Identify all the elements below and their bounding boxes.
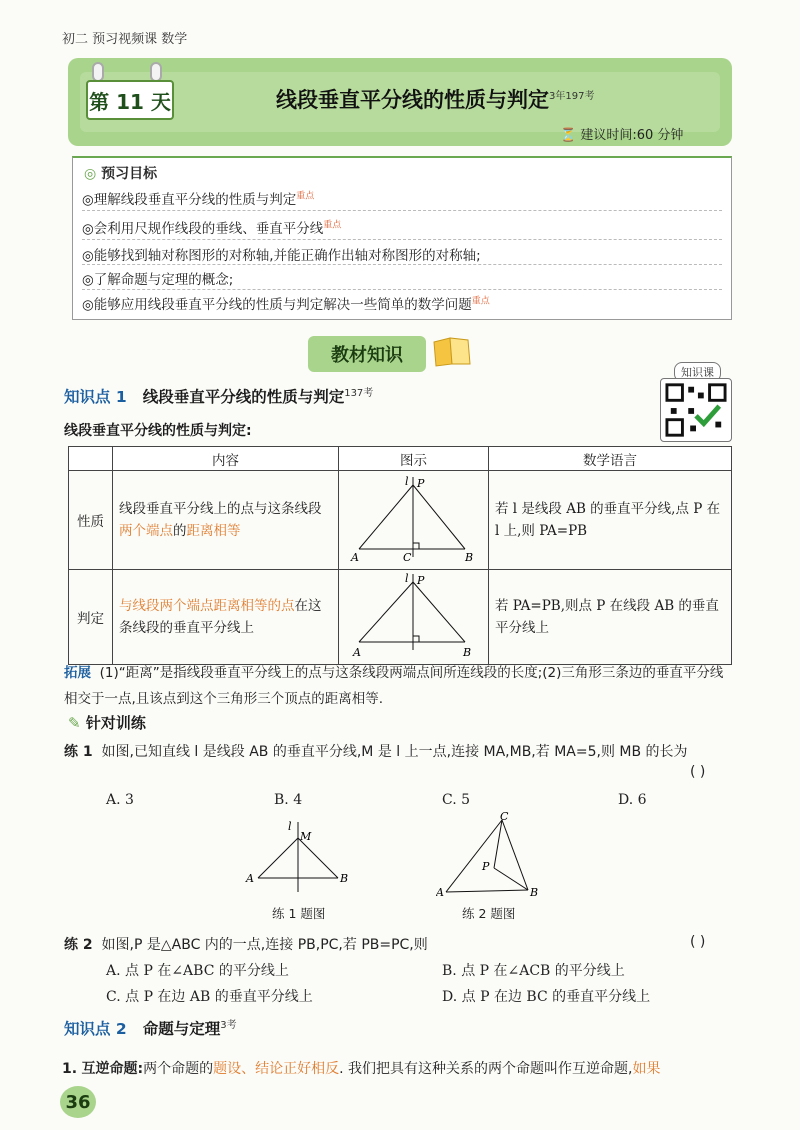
knowledge-point-1: 知识点 1 线段垂直平分线的性质与判定$^{137考}$ — [64, 388, 374, 407]
svg-text:P: P — [482, 860, 490, 873]
svg-text:l: l — [405, 475, 409, 488]
training-heading: ✎ 针对训练 — [68, 714, 146, 732]
table-header-blank — [69, 447, 113, 471]
svg-text:l: l — [288, 820, 292, 833]
knowledge-table — [68, 446, 732, 665]
math-cell: 若 l 是线段 AB 的垂直平分线,点 P 在 l 上,则 PA=PB — [489, 471, 732, 570]
svg-text:A: A — [353, 646, 361, 659]
content-cell: 线段垂直平分线上的点与这条线段两个端点的距离相等 — [113, 471, 339, 570]
table-row — [69, 570, 732, 665]
goal-item: ◎了解命题与定理的概念; — [82, 272, 234, 288]
answer-paren[interactable]: ( ) — [690, 764, 706, 780]
svg-text:A: A — [351, 551, 359, 564]
day-label: 第 11 天 — [86, 80, 174, 120]
divider — [82, 264, 722, 265]
table-row — [69, 471, 732, 570]
svg-text:C: C — [500, 812, 509, 823]
choice-a[interactable]: A. 点 P 在∠ABC 的平分线上 — [106, 963, 289, 979]
binder-ring-icon — [92, 62, 104, 82]
hourglass-icon: ⏳ — [560, 128, 577, 143]
diagram-cell — [339, 471, 489, 570]
math-cell: 若 PA=PB,则点 P 在线段 AB 的垂直平分线上 — [489, 570, 732, 665]
table-header: 内容 — [113, 447, 339, 471]
qr-code-icon[interactable] — [660, 378, 732, 442]
svg-text:l: l — [405, 572, 409, 585]
question-2: 练 2 如图,P 是△ABC 内的一点,连接 PB,PC,若 PB=PC,则 — [64, 937, 428, 953]
divider — [82, 239, 722, 240]
question-1: 练 1 如图,已知直线 l 是线段 AB 的垂直平分线,M 是 l 上一点,连接 MA,MB,若 MA=5,则 MB 的长为 — [64, 744, 688, 760]
divider — [82, 289, 722, 290]
svg-text:B: B — [530, 886, 539, 898]
suggested-time: ⏳ 建议时间:60 分钟 — [560, 128, 684, 143]
q2-figure — [436, 812, 556, 898]
goal-item: ◎能够找到轴对称图形的对称轴,并能正确作出轴对称图形的对称轴; — [82, 248, 481, 264]
choice-c[interactable]: C. 5 — [442, 792, 471, 808]
diagram-cell — [339, 570, 489, 665]
svg-text:M: M — [300, 830, 312, 843]
choice-b[interactable]: B. 点 P 在∠ACB 的平分线上 — [442, 963, 625, 979]
goal-item: ◎会利用尺规作线段的垂线、垂直平分线$^{重点}$ — [82, 220, 342, 237]
choice-b[interactable]: B. 4 — [274, 792, 303, 808]
table-header: 数学语言 — [489, 447, 732, 471]
svg-text:B: B — [465, 551, 474, 564]
item-1: 1. 互逆命题:两个命题的题设、结论正好相反. 我们把具有这种关系的两个命题叫作互逆命题,如果 — [62, 1061, 661, 1077]
page-number: 36 — [60, 1086, 96, 1118]
svg-text:B: B — [340, 872, 349, 885]
choice-d[interactable]: D. 6 — [618, 792, 647, 808]
target-icon: ◎ — [84, 166, 97, 182]
running-title: 初二 预习视频课 数学 — [62, 32, 188, 47]
goal-item: ◎能够应用线段垂直平分线的性质与判定解决一些简单的数学问题$^{重点}$ — [82, 296, 490, 313]
svg-text:A: A — [436, 886, 444, 898]
q2-caption: 练 2 题图 — [462, 906, 516, 921]
section-tag: 教材知识 — [308, 336, 426, 372]
choice-d[interactable]: D. 点 P 在边 BC 的垂直平分线上 — [442, 989, 651, 1005]
binder-ring-icon — [150, 62, 162, 82]
svg-text:B: B — [463, 646, 472, 659]
svg-text:P: P — [417, 477, 425, 490]
row-label: 判定 — [69, 570, 113, 665]
content-cell: 与线段两个端点距离相等的点在这条线段的垂直平分线上 — [113, 570, 339, 665]
book-icon — [430, 334, 474, 370]
property-diagram — [339, 471, 487, 565]
q1-figure — [244, 818, 364, 894]
answer-paren[interactable]: ( ) — [690, 934, 706, 950]
pencil-icon: ✎ — [68, 714, 81, 732]
svg-text:C: C — [403, 551, 412, 564]
qr-label: 知识课 — [674, 362, 721, 382]
svg-text:A: A — [246, 872, 254, 885]
choice-a[interactable]: A. 3 — [106, 792, 134, 808]
goals-heading: ◎ 预习目标 — [84, 166, 158, 182]
row-label: 性质 — [69, 471, 113, 570]
svg-text:P: P — [417, 574, 425, 587]
knowledge-point-2: 知识点 2 命题与定理$^{3考}$ — [64, 1020, 237, 1039]
kp1-subtitle: 线段垂直平分线的性质与判定: — [64, 423, 252, 439]
q1-caption: 练 1 题图 — [272, 906, 326, 921]
extension-note: 拓展 (1)“距离”是指线段垂直平分线上的点与这条线段两端点间所连线段的长度;(2)三角形三条边的垂直平分线相交于一点,且该点到这个三角形三个顶点的距离相等. — [64, 665, 724, 707]
lesson-title: 线段垂直平分线的性质与判定$^{3年197考}$ — [276, 88, 595, 112]
divider — [82, 210, 722, 211]
goal-item: ◎理解线段垂直平分线的性质与判定$^{重点}$ — [82, 191, 315, 208]
table-header: 图示 — [339, 447, 489, 471]
choice-c[interactable]: C. 点 P 在边 AB 的垂直平分线上 — [106, 989, 313, 1005]
criterion-diagram — [339, 570, 487, 660]
